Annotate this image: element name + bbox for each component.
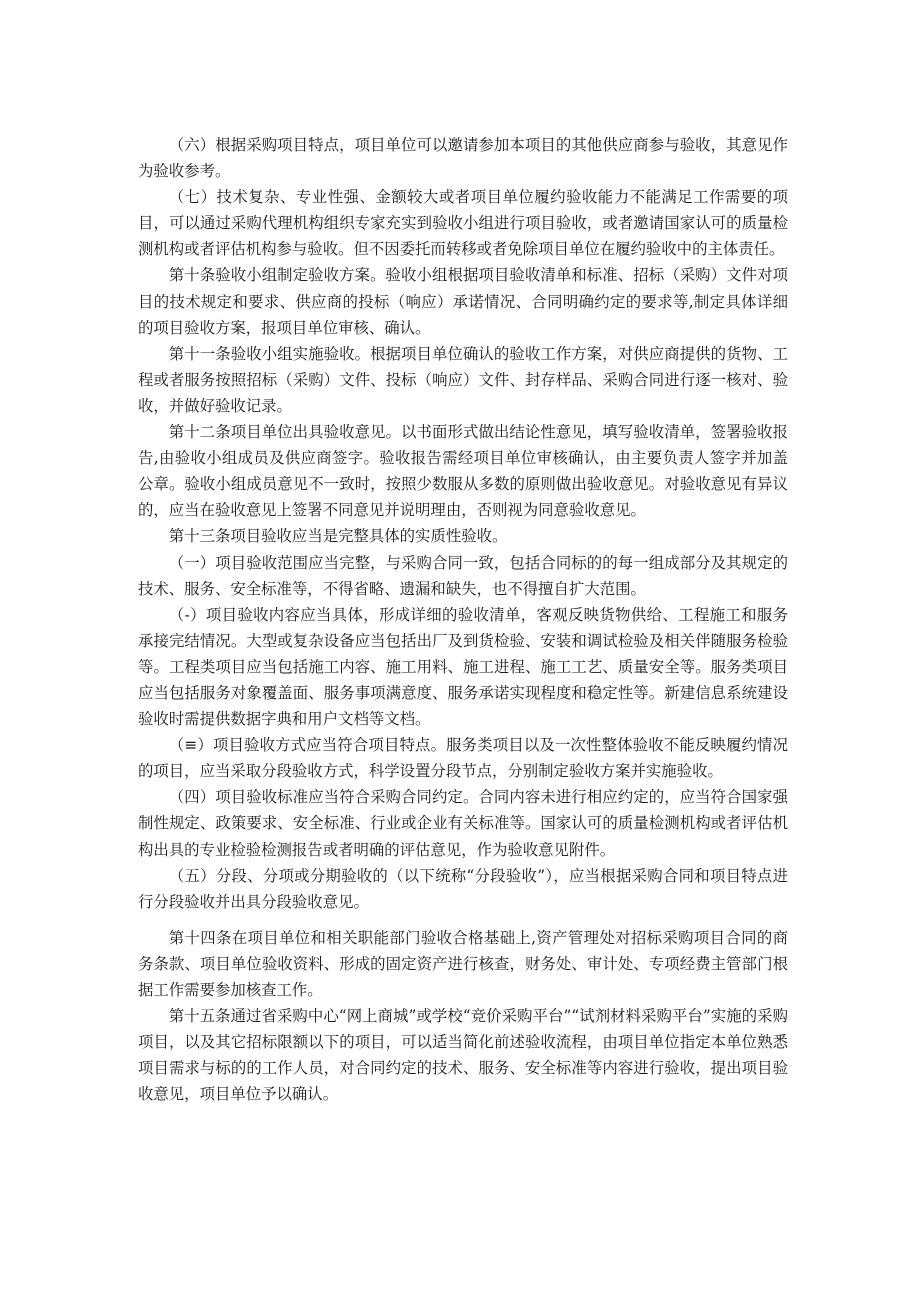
paragraph-article-13-item-3: （≡）项目验收方式应当符合项目特点。服务类项目以及一次性整体验收不能反映履约情况的项目，应当采取分段验收方式，科学设置分段节点，分别制定验收方案并实施验收。 [138, 736, 788, 781]
paragraph-article-14: 第十四条在项目单位和相关职能部门验收合格基础上,资产管理处对招标采购项目合同的商务条款、项目单位验收资料、形成的固定资产进行核查，财务处、审计处、专项经费主管部门根据工作需要参加核查工作。 [138, 928, 788, 999]
paragraph-article-11: 第十一条验收小组实施验收。根据项目单位确认的验收工作方案，对供应商提供的货物、工程或者服务按照招标（采购）文件、投标（响应）文件、封存样品、采购合同进行逐一核对、验收，并做好验收记录。 [138, 344, 788, 415]
paragraph-item-7: （七）技术复杂、专业性强、金额较大或者项目单位履约验收能力不能满足工作需要的项目，可以通过采购代理机构组织专家充实到验收小组进行项目验收，或者邀请国家认可的质量检测机构或者评估机构参与验收。但不因委托而转移或者免除项目单位在履约验收中的主体责任。 [138, 188, 788, 259]
paragraph-article-13: 第十三条项目验收应当是完整具体的实质性验收。 [168, 527, 508, 546]
paragraph-article-13-item-5: （五）分段、分项或分期验收的（以下统称“分段验收”），应当根据采购合同和项目特点进行分段验收并出具分段验收意见。 [138, 866, 788, 911]
paragraph-article-13-item-4: （四）项目验收标准应当符合采购合同约定。合同内容未进行相应约定的，应当符合国家强制性规定、政策要求、安全标准、行业或企业有关标准等。国家认可的质量检测机构或者评估机构出具的专业检验检测报告或者明确的评估意见，作为验收意见附件。 [138, 788, 788, 859]
paragraph-item-6: （六）根据采购项目特点，项目单位可以邀请参加本项目的其他供应商参与验收，其意见作为验收参考。 [138, 136, 788, 181]
paragraph-article-10: 第十条验收小组制定验收方案。验收小组根据项目验收清单和标准、招标（采购）文件对项目的技术规定和要求、供应商的投标（响应）承诺情况、合同明确约定的要求等,制定具体详细的项目验收方案，报项目单位审核、确认。 [138, 266, 788, 337]
paragraph-article-15: 第十五条通过省采购中心“网上商城”或学校“竞价采购平台”“试剂材料采购平台”实施的采购项目，以及其它招标限额以下的项目，可以适当简化前述验收流程，由项目单位指定本单位熟悉项目需求与标的的工作人员，对合同约定的技术、服务、安全标准等内容进行验收，提出项目验收意见，项目单位予以确认。 [138, 1007, 788, 1104]
paragraph-article-12: 第十二条项目单位出具验收意见。以书面形式做出结论性意见，填写验收清单，签署验收报告,由验收小组成员及供应商签字。验收报告需经项目单位审核确认，由主要负责人签字并加盖公章。验收小组成员意见不一致时，按照少数服从多数的原则做出验收意见。对验收意见有异议的，应当在验收意见上签署不同意见并说明理由，否则视为同意验收意见。 [138, 423, 788, 520]
paragraph-article-13-item-1: （一）项目验收范围应当完整，与采购合同一致，包括合同标的的每一组成部分及其规定的技术、服务、安全标准等，不得省略、遗漏和缺失，也不得擅自扩大范围。 [138, 553, 788, 598]
document-body [138, 132, 788, 1107]
paragraph-article-13-item-2: （-）项目验收内容应当具体，形成详细的验收清单，客观反映货物供给、工程施工和服务承接完结情况。大型或复杂设备应当包括出厂及到货检验、安装和调试检验及相关伴随服务检验等。工程类项目应当包括施工内容、施工用料、施工进程、施工工艺、质量安全等。服务类项目应当包括服务对象覆盖面、服务事项满意度、服务承诺实现程度和稳定性等。新建信息系统建设验收时需提供数据字典和用户文档等文档。 [138, 605, 788, 729]
